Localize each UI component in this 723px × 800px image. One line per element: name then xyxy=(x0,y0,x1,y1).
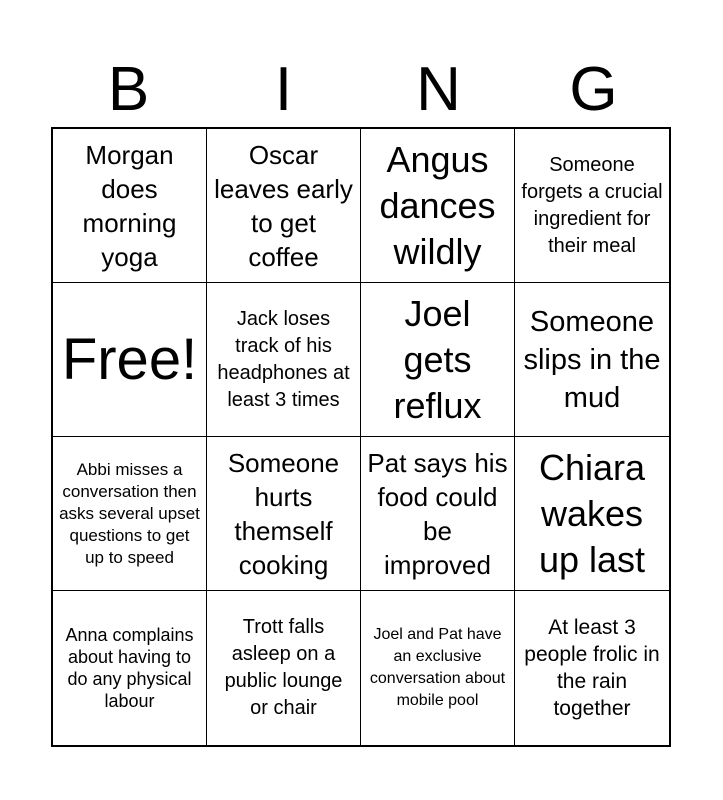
cell-text: Someone hurts themself cooking xyxy=(227,447,340,580)
header-letter-i: I xyxy=(274,55,293,124)
header-letter-g: G xyxy=(569,55,618,124)
cell-text: Angus dances wildly xyxy=(379,138,496,272)
bingo-cell xyxy=(515,129,669,283)
cell-text: Free! xyxy=(61,326,198,392)
bingo-cell xyxy=(361,283,515,437)
bingo-cell xyxy=(207,283,361,437)
cell-text: Jack loses track of his headphones at least 3 times xyxy=(217,307,350,411)
cell-text: Someone slips in the mud xyxy=(523,305,661,414)
header-letter-b: B xyxy=(107,55,150,124)
cell-text: At least 3 people frolic in the rain together xyxy=(524,616,660,720)
bingo-cell xyxy=(53,129,207,283)
cell-text: Someone forgets a crucial ingredient for their meal xyxy=(521,153,663,257)
cell-text: Joel and Pat have an exclusive conversation about mobile pool xyxy=(369,626,506,709)
bingo-cell xyxy=(207,437,361,591)
cell-text: Joel gets reflux xyxy=(393,292,482,426)
bingo-header xyxy=(51,52,671,128)
bingo-cell xyxy=(515,437,669,591)
free-cell xyxy=(53,283,207,437)
bingo-card xyxy=(51,127,671,747)
bingo-cell xyxy=(515,283,669,437)
cell-text: Morgan does morning yoga xyxy=(82,139,177,272)
cell-text: Trott falls asleep on a public lounge or chair xyxy=(224,616,343,719)
bingo-cell xyxy=(515,591,669,745)
cell-text: Chiara wakes up last xyxy=(538,446,646,580)
cell-text: Anna complains about having to do any physical labour xyxy=(65,625,194,711)
header-letter-n: N xyxy=(416,55,461,124)
cell-text: Abbi misses a conversation then asks several upset questions to get up to speed xyxy=(59,459,200,567)
bingo-cell xyxy=(361,437,515,591)
cell-text: Pat says his food could be improved xyxy=(367,447,508,580)
bingo-cell xyxy=(207,591,361,745)
cell-text: Oscar leaves early to get coffee xyxy=(214,139,353,272)
bingo-cell xyxy=(361,129,515,283)
bingo-cell xyxy=(361,591,515,745)
bingo-cell xyxy=(53,437,207,591)
bingo-cell xyxy=(53,591,207,745)
bingo-cell xyxy=(207,129,361,283)
